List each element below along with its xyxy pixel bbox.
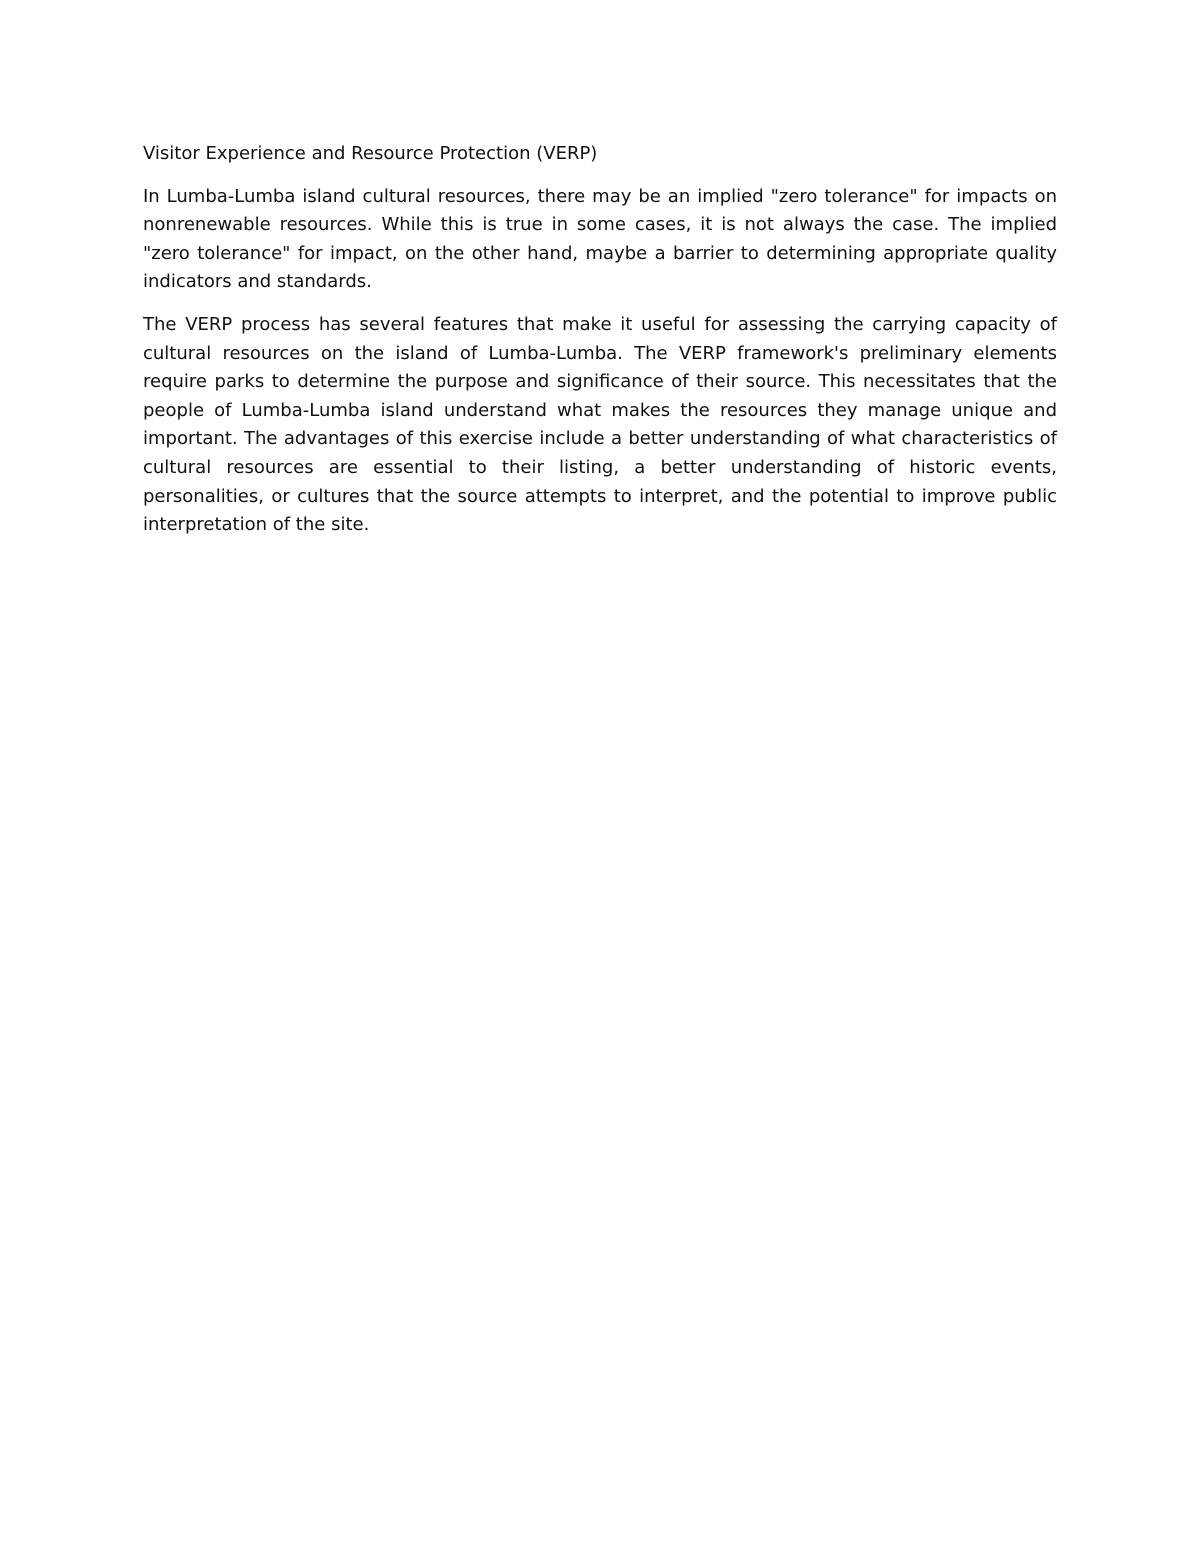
paragraph-zero-tolerance: In Lumba-Lumba island cultural resources, there may be an implied "zero tolerance" for impacts on nonrenewable resources. While this is true in some cases, it is not always the case. The implied "zero tolerance" for impact, on the other hand, maybe a barrier to determining appropriate quality indicators and standards. bbox=[143, 185, 1057, 293]
paragraph-verp-process: The VERP process has several features that make it useful for assessing the carrying capacity of cultural resources on the island of Lumba-Lumba. The VERP framework's preliminary elements require parks to determine the purpose and significance of their source. This necessitates that the people of Lumba-Lumba island understand what makes the resources they manage unique and important. The advantages of this exercise include a better understanding of what characteristics of cultural resources are essential to their listing, a better understanding of historic events, personalities, or cultures that the source attempts to interpret, and the potential to improve public interpretation of the site. bbox=[143, 313, 1057, 536]
document-body bbox=[143, 140, 1057, 554]
document-title: Visitor Experience and Resource Protection (VERP) bbox=[143, 143, 598, 164]
